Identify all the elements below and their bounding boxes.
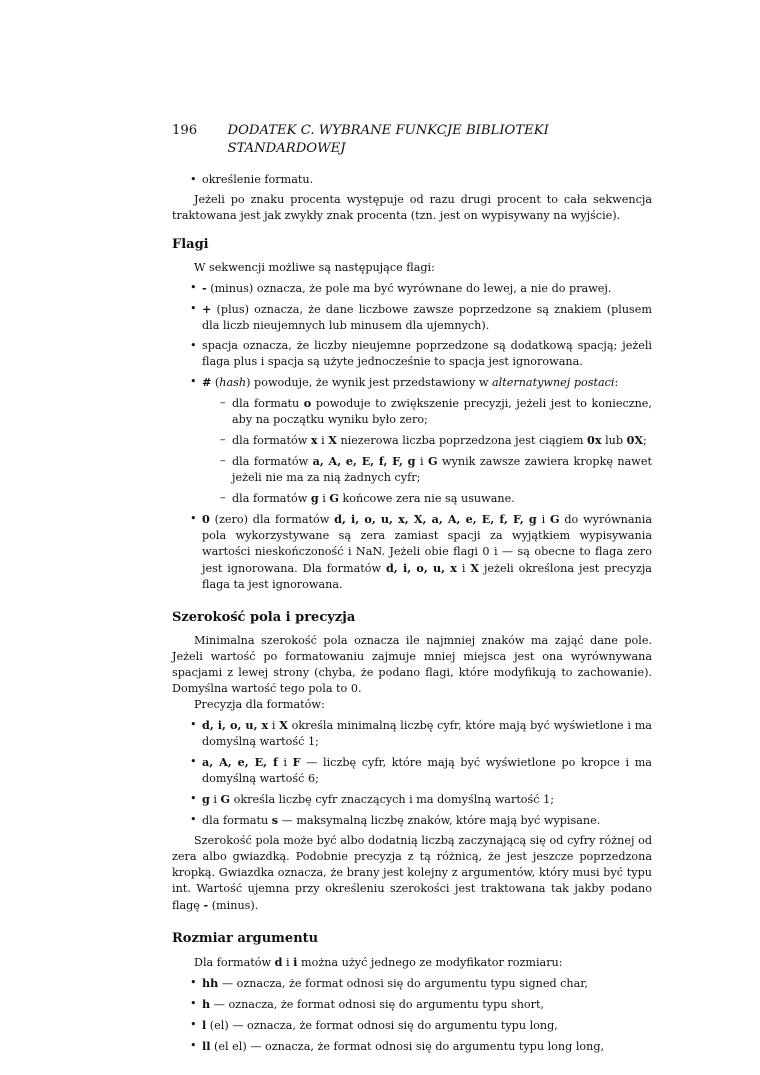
- item-text: i: [317, 434, 329, 447]
- section-heading-flagi: Flagi: [172, 237, 209, 252]
- section-heading-rozmiar: Rozmiar argumentu: [172, 931, 319, 946]
- item-text: niezerowa liczba poprzedzona jest ciągiem: [336, 434, 588, 447]
- list-item: [172, 172, 652, 188]
- flags-list: [172, 280, 652, 593]
- format-code: X: [279, 718, 288, 732]
- sub-list-item: [172, 490, 652, 507]
- list-item: [172, 1038, 652, 1055]
- item-text: końcowe zera nie są usuwane.: [338, 492, 515, 505]
- hash-sublist: [172, 395, 652, 507]
- format-code: g: [310, 491, 319, 505]
- running-title: DODATEK C. WYBRANE FUNKCJE BIBLIOTEKI STANDARDOWEJ: [227, 123, 549, 156]
- running-header: [172, 122, 652, 158]
- paragraph: [172, 833, 652, 914]
- item-text: Dla formatów: [194, 956, 275, 969]
- item-text: (zero) dla formatów: [209, 513, 335, 526]
- format-code: G: [549, 512, 560, 526]
- page-content: [172, 122, 652, 1055]
- item-text: i: [536, 513, 550, 526]
- section-heading-szerokosc: Szerokość pola i precyzja: [172, 610, 356, 625]
- list-item: [172, 812, 652, 829]
- item-text: (plus) oznacza, że dane liczbowe zawsze poprzedzone są znakiem (plusem dla liczb nieujemnych lub minusem dla ujemnych).: [202, 303, 652, 332]
- item-text: określa minimalną liczbę cyfr, które mają być wyświetlone i ma domyślną wartość 1;: [202, 719, 652, 748]
- item-text: (: [211, 376, 220, 389]
- item-text: i: [415, 455, 428, 468]
- list-item: [172, 374, 652, 507]
- format-code: d: [274, 955, 283, 969]
- item-text: i: [277, 756, 293, 769]
- item-text: i: [318, 492, 330, 505]
- format-code: d, i, o, u, x: [202, 718, 269, 732]
- item-text: — liczbę cyfr, które mają być wyświetlone po kropce i ma domyślną wartość 6;: [202, 756, 652, 785]
- precision-list: [172, 717, 652, 829]
- modifier-code: ll: [202, 1039, 211, 1053]
- format-code: o: [303, 396, 312, 410]
- intro-list: [172, 172, 652, 188]
- sub-list-item: [172, 432, 652, 449]
- flag-symbol: +: [202, 302, 212, 316]
- item-text: spacja oznacza, że liczby nieujemne poprzedzone są dodatkową spacją; jeżeli flaga plus i spacja są użyte jednocześnie to spacja jest ignorowana.: [202, 339, 652, 368]
- item-text: lub: [601, 434, 627, 447]
- sub-list-item: [172, 453, 652, 486]
- format-code: G: [220, 792, 231, 806]
- format-code: F: [292, 755, 301, 769]
- item-text: można użyć jednego ze modyfikator rozmiaru:: [297, 956, 563, 969]
- flag-symbol: #: [202, 375, 212, 389]
- item-text: dla formatu: [202, 814, 272, 827]
- modifier-code: h: [202, 997, 211, 1011]
- item-text: określa liczbę cyfr znaczących i ma domyślną wartość 1;: [230, 793, 554, 806]
- format-code: i: [293, 955, 298, 969]
- item-text: dla formatów: [232, 455, 313, 468]
- bullet-text: określenie formatu.: [202, 173, 314, 186]
- item-text: powoduje to zwiększenie precyzji, jeżeli jest to konieczne, aby na początku wyniku było zero;: [232, 397, 652, 426]
- item-text: :: [614, 376, 619, 389]
- item-text: (el el) — oznacza, że format odnosi się do argumentu typu long long,: [210, 1040, 605, 1053]
- page-number: 196: [172, 123, 198, 138]
- modifier-code: l: [202, 1018, 207, 1032]
- item-text: i: [456, 562, 471, 575]
- item-text: dla formatu: [232, 397, 304, 410]
- list-item: [172, 717, 652, 750]
- format-code: d, i, o, u, x: [385, 561, 457, 575]
- item-text: jeżeli określona jest precyzja flaga ta jest ignorowana.: [202, 562, 652, 591]
- sub-list-item: [172, 395, 652, 428]
- item-text: — maksymalną liczbę znaków, które mają być wypisane.: [278, 814, 601, 827]
- list-item: [172, 791, 652, 808]
- format-code: 0X: [626, 433, 644, 447]
- paragraph: W sekwencji możliwe są następujące flagi:: [194, 261, 435, 274]
- modifier-code: hh: [202, 976, 219, 990]
- format-code: X: [470, 561, 480, 575]
- list-item: [172, 280, 652, 297]
- paragraph: Jeżeli po znaku procenta występuje od razu drugi procent to cała sekwencja traktowana jest jak zwykły znak procenta (tzn. jest on wypisywany na wyjście).: [172, 193, 652, 222]
- format-code: X: [328, 433, 337, 447]
- format-code: x: [310, 433, 318, 447]
- list-item: [172, 301, 652, 334]
- paragraph: Precyzja dla formatów:: [194, 698, 325, 711]
- item-text: — oznacza, że format odnosi się do argumentu typu signed char,: [218, 977, 588, 990]
- list-item: [172, 511, 652, 593]
- item-text: alternatywnej postaci: [492, 376, 615, 389]
- format-code: a, A, e, E, f, F, g: [312, 454, 416, 468]
- item-text: (el) — oznacza, że format odnosi się do argumentu typu long,: [206, 1019, 558, 1032]
- format-code: d, i, o, u, x, X, a, A, e, E, f, F, g: [334, 512, 537, 526]
- flag-symbol: -: [203, 898, 209, 912]
- format-code: g: [202, 792, 210, 806]
- format-code: a, A, e, E, f: [202, 755, 278, 769]
- paragraph: [172, 954, 652, 971]
- item-text: do wyrównania pola wykorzystywane są zera zamiast spacji za wyjątkiem wypisywania wartości nieskończoność i NaN. Jeżeli obie flagi 0 i — są obecne to flaga zero jest ignorowana. Dla formatów: [202, 513, 652, 575]
- list-item: [172, 1017, 652, 1034]
- item-text: ;: [643, 434, 647, 447]
- item-text: hash: [219, 376, 247, 389]
- list-item: [172, 338, 652, 370]
- item-text: i: [268, 719, 280, 732]
- list-item: [172, 996, 652, 1013]
- item-text: i: [282, 956, 294, 969]
- item-text: Szerokość pola może być albo dodatnią liczbą zaczynającą się od cyfry różnej od zera albo gwiazdką. Podobnie precyzja z tą różnicą, że jest jeszcze poprzedzona kropką. Gwiazdka oznacza, że brany jest kolejny z argumentów, który musi być typu int. Wartość ujemna przy określeniu szerokości jest traktowana tak jakby podano flagę: [172, 834, 652, 912]
- list-item: [172, 975, 652, 992]
- item-text: i: [209, 793, 221, 806]
- item-text: dla formatów: [232, 492, 311, 505]
- item-text: wynik zawsze zawiera kropkę nawet jeżeli nie ma za nią żadnych cyfr;: [232, 455, 652, 484]
- item-text: (minus).: [208, 899, 259, 912]
- flag-symbol: -: [202, 281, 207, 295]
- item-text: dla formatów: [232, 434, 311, 447]
- paragraph: Minimalna szerokość pola oznacza ile najmniej znaków ma zająć dane pole. Jeżeli wartość po formatowaniu zajmuje mniej miejsca jest ona wyrównywana spacjami z lewej strony (chyba, że podano flagi, które modyfikują to zachowanie). Domyślna wartość tego pola to 0.: [172, 634, 652, 695]
- size-modifier-list: [172, 975, 652, 1055]
- format-code: G: [329, 491, 339, 505]
- flag-symbol: 0: [202, 512, 210, 526]
- item-text: — oznacza, że format odnosi się do argumentu typu short,: [210, 998, 545, 1011]
- list-item: [172, 754, 652, 787]
- item-text: ) powoduje, że wynik jest przedstawiony w: [246, 376, 492, 389]
- item-text: (minus) oznacza, że pole ma być wyrównane do lewej, a nie do prawej.: [206, 282, 612, 295]
- format-code: G: [427, 454, 438, 468]
- format-code: s: [271, 813, 279, 827]
- format-code: 0x: [587, 433, 602, 447]
